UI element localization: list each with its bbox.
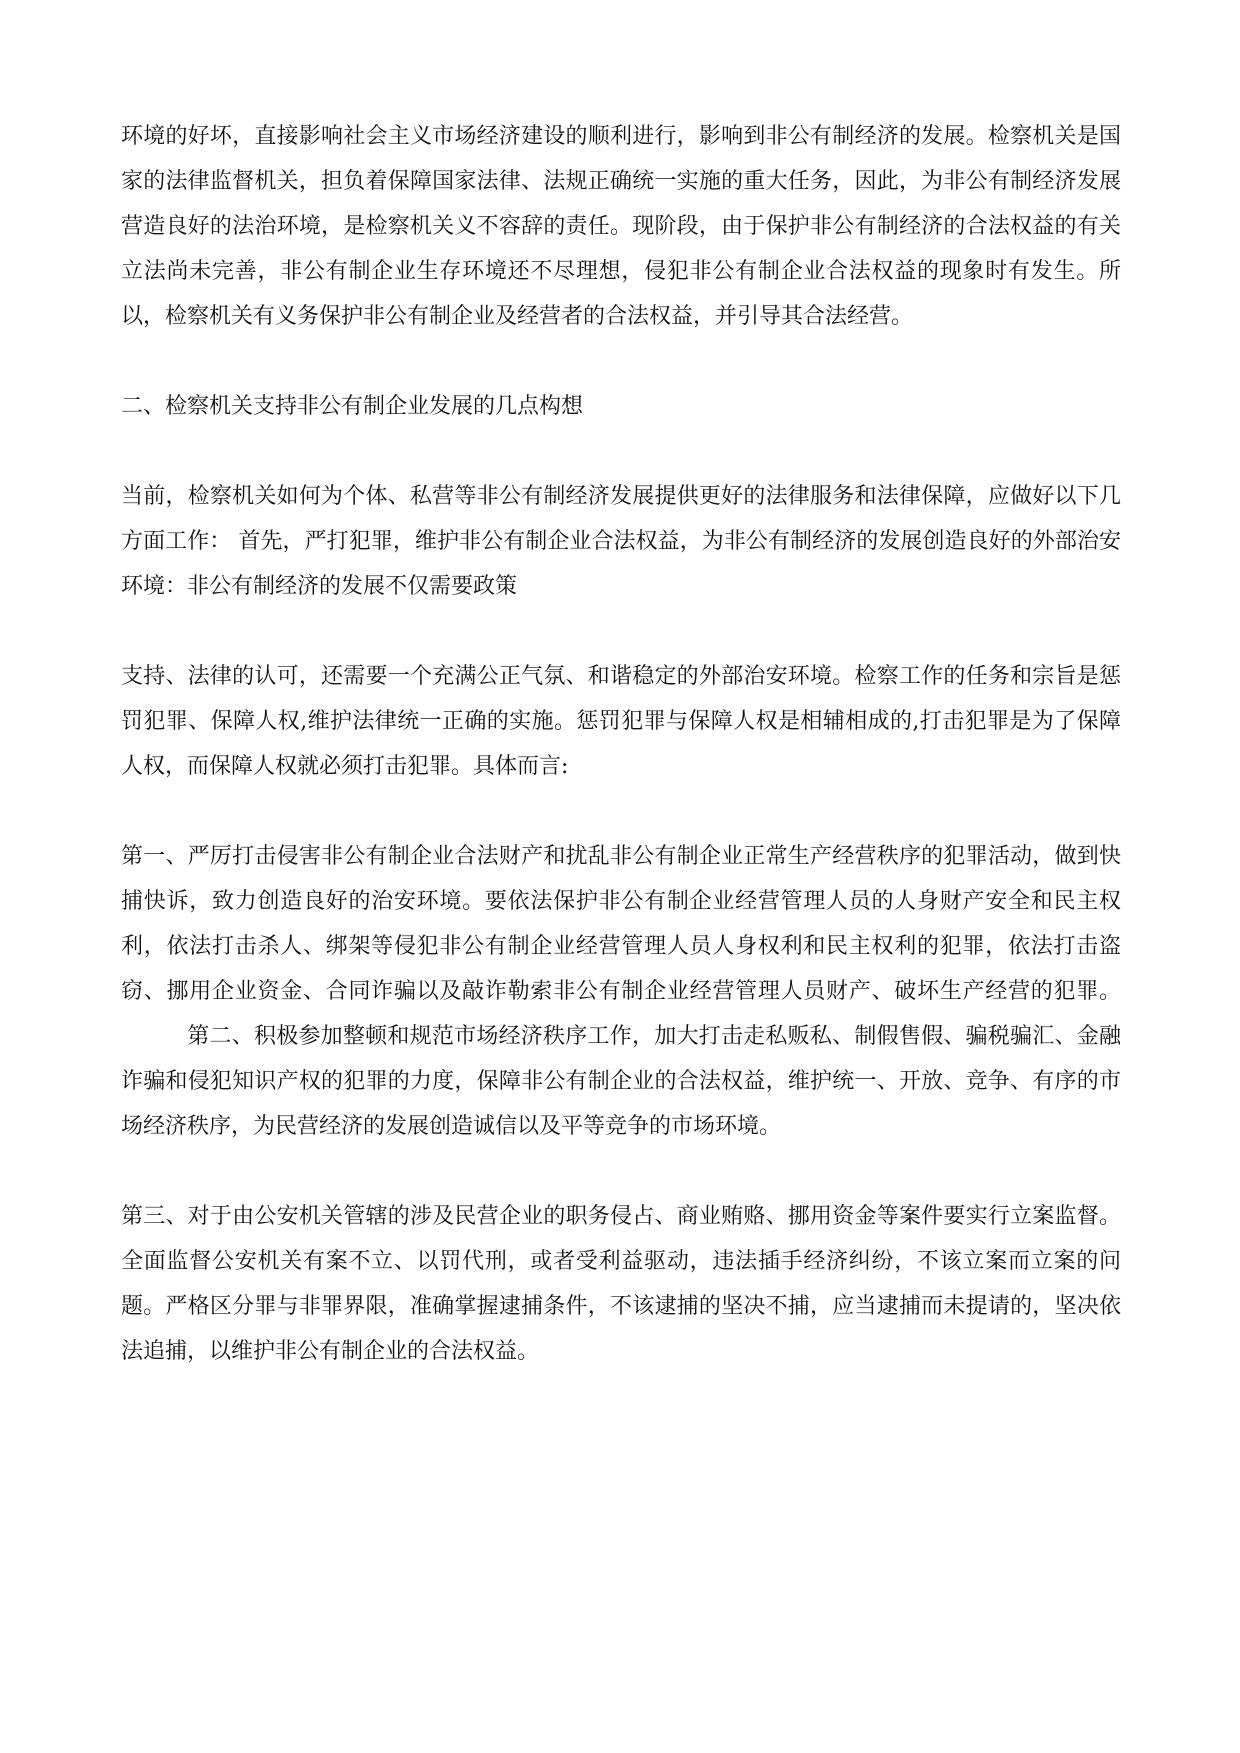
paragraph-third: 第三、对于由公安机关管辖的涉及民营企业的职务侵占、商业贿赂、挪用资金等案件要实行立案监督。全面监督公安机关有案不立、以罚代刑，或者受利益驱动，违法插手经济纠纷，不该立案而立案的问题。严格区分罪与非罪界限，准确掌握逮捕条件，不该逮捕的坚决不捕，应当逮捕而未提请的，坚决依法追捕，以维护非公有制企业的合法权益。	[121, 1204, 1121, 1364]
paragraph-support: 支持、法律的认可，还需要一个充满公正气氛、和谐稳定的外部治安环境。检察工作的任务和宗旨是惩罚犯罪、保障人权,维护法律统一正确的实施。惩罚犯罪与保障人权是相辅相成的,打击犯罪是为了保障人权，而保障人权就必须打击犯罪。具体而言:	[121, 664, 1121, 779]
paragraph-gap	[121, 609, 1121, 654]
section-heading: 二、检察机关支持非公有制企业发展的几点构想	[121, 394, 584, 419]
paragraph-first: 第一、严厉打击侵害非公有制企业合法财产和扰乱非公有制企业正常生产经营秩序的犯罪活动，做到快捕快诉，致力创造良好的治安环境。要依法保护非公有制企业经营管理人员的人身财产安全和民主权利，依法打击杀人、绑架等侵犯非公有制企业经营管理人员人身权利和民主权利的犯罪，依法打击盗窃、挪用企业资金、合同诈骗以及敲诈勒索非公有制企业经营管理人员财产、破坏生产经营的犯罪。	[121, 844, 1121, 1004]
paragraph-intro: 环境的好坏，直接影响社会主义市场经济建设的顺利进行，影响到非公有制经济的发展。检察机关是国家的法律监督机关，担负着保障国家法律、法规正确统一实施的重大任务，因此，为非公有制经济发展营造良好的法治环境，是检察机关义不容辞的责任。现阶段，由于保护非公有制经济的合法权益的有关立法尚未完善，非公有制企业生存环境还不尽理想，侵犯非公有制企业合法权益的现象时有发生。所以，检察机关有义务保护非公有制企业及经营者的合法权益，并引导其合法经营。	[121, 124, 1121, 329]
paragraph-gap	[121, 1149, 1121, 1194]
paragraph-gap	[121, 339, 1121, 384]
paragraph-first-second	[121, 834, 1121, 1149]
paragraph-second: 第二、积极参加整顿和规范市场经济秩序工作，加大打击走私贩私、制假售假、骗税骗汇、金融诈骗和侵犯知识产权的犯罪的力度，保障非公有制企业的合法权益，维护统一、开放、竞争、有序的市场经济秩序，为民营经济的发展创造诚信以及平等竞争的市场环境。	[121, 1024, 1121, 1139]
document-body	[121, 114, 1121, 1374]
paragraph-gap	[121, 789, 1121, 834]
paragraph-gap	[121, 429, 1121, 474]
paragraph-current-work: 当前，检察机关如何为个体、私营等非公有制经济发展提供更好的法律服务和法律保障，应做好以下几方面工作： 首先，严打犯罪，维护非公有制企业合法权益，为非公有制经济的发展创造良好的外部治安环境：非公有制经济的发展不仅需要政策	[121, 484, 1121, 599]
